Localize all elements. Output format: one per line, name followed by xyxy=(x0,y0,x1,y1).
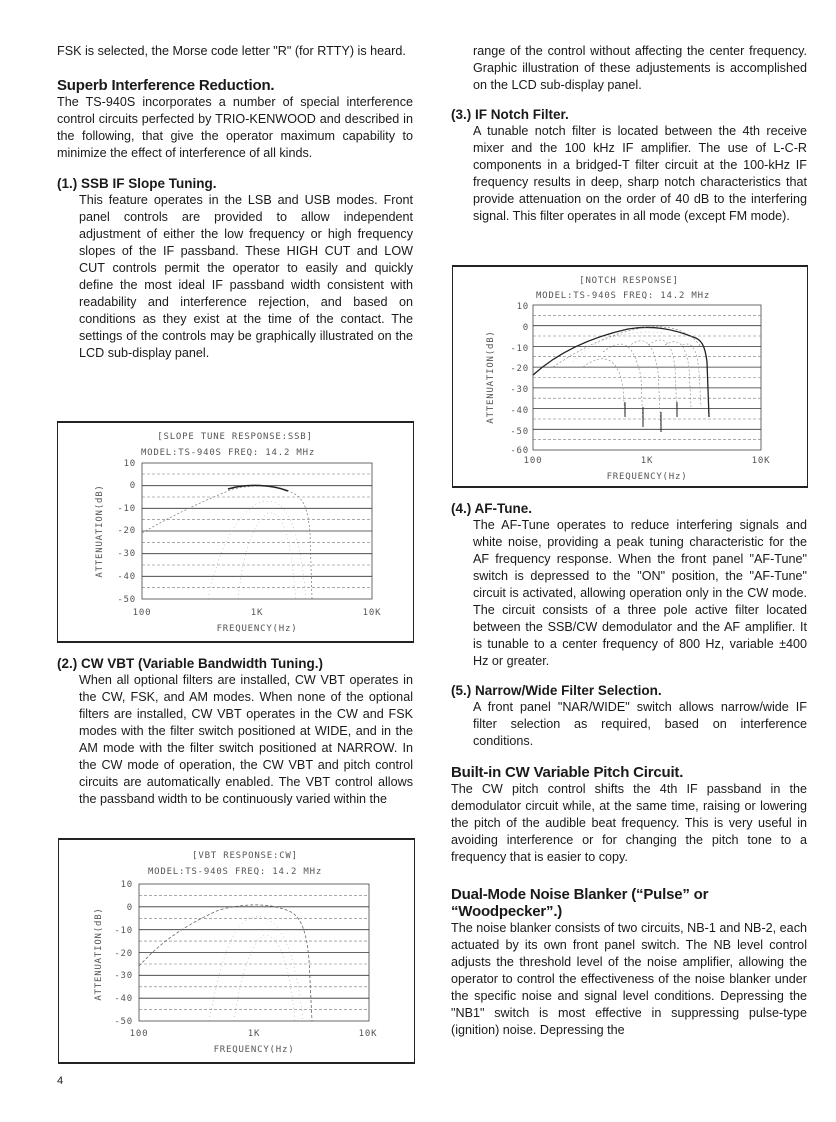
svg-text:10: 10 xyxy=(120,880,133,890)
item3-paragraph: A tunable notch filter is located between the 4th receive mixer and the 100 kHz IF amplifier. The use of L-C-R components in a bridged-T filter circuit at the 100-kHz IF frequency results in deep, sharp notch characteristics that provide attenuation on the order of 40 dB to the interfering signal. This filter operates in all mode (except FM mode). xyxy=(473,124,807,223)
section-heading-interference: Superb Interference Reduction. xyxy=(57,77,275,94)
notch-response-plot xyxy=(453,267,807,486)
svg-text:-30: -30 xyxy=(117,549,136,559)
chart-title: [SLOPE TUNE RESPONSE:SSB] xyxy=(157,432,313,442)
continuation-paragraph: range of the control without affecting the center frequency. Graphic illustration of these adjustements is accomplished on the LCD sub-display panel. xyxy=(473,44,807,92)
section-paragraph-interference: The TS-940S incorporates a number of special interference control circuits perfected by TRIO-KENWOOD and described in the following, that give the operator maximum capability to minimize the effect of interference of all kinds. xyxy=(57,95,413,160)
svg-text:10K: 10K xyxy=(358,1029,378,1039)
svg-text:-50: -50 xyxy=(117,595,136,605)
svg-text:-60: -60 xyxy=(510,446,529,456)
left-column-lower xyxy=(57,655,413,808)
svg-text:-30: -30 xyxy=(114,971,133,981)
svg-text:-40: -40 xyxy=(117,572,136,582)
item3-heading: (3.) IF Notch Filter. xyxy=(451,107,569,122)
item2-paragraph: When all optional filters are installed, CW VBT operates in the CW, FSK, and AM modes. When none of the optional filters are installed, CW VBT operates in the CW and FSK modes with the filter switch positioned at WIDE, and in the AM mode with the filter switch positioned at NARROW. In the CW mode of operation, the CW VBT and pitch control circuits are automatically enabled. The VBT control allows the passband width to be continuously varied within the xyxy=(79,673,413,806)
svg-text:10: 10 xyxy=(123,459,136,469)
notch-response-chart xyxy=(452,265,808,488)
noise-blanker-heading-line2: “Woodpecker”.) xyxy=(451,903,563,920)
chart-subtitle: MODEL:TS-940S FREQ: 14.2 MHz xyxy=(147,867,323,877)
svg-text:-20: -20 xyxy=(117,526,136,536)
noise-blanker-heading-line1: Dual-Mode Noise Blanker (“Pulse” or xyxy=(451,886,709,903)
y-axis-label: ATTENUATION(dB) xyxy=(95,484,105,578)
intro-paragraph: FSK is selected, the Morse code letter "R" (for RTTY) is heard. xyxy=(57,44,406,58)
item1-paragraph: This feature operates in the LSB and USB modes. Front panel controls are provided to allow independent adjustment of either the low frequency or high frequency slopes of the IF passband. These HIGH CUT and LOW CUT controls permit the operator to easily and quickly define the most ideal IF passband width consistent with readability and interference rejection, and based on conditions as they exist at the time of the contact. The settings of the controls may be graphically illustrated on the LCD sub-display panel. xyxy=(79,193,413,360)
item2-heading: (2.) CW VBT (Variable Bandwidth Tuning.) xyxy=(57,656,323,671)
right-column-lower xyxy=(451,500,807,1039)
svg-text:0: 0 xyxy=(129,481,136,491)
svg-text:0: 0 xyxy=(126,903,133,913)
svg-text:10K: 10K xyxy=(751,456,771,466)
item5-paragraph: A front panel "NAR/WIDE" switch allows narrow/wide IF filter selection as required, based on interference conditions. xyxy=(473,700,807,748)
x-tick-labels xyxy=(133,608,382,618)
y-tick-labels xyxy=(114,880,133,1027)
chart-subtitle: MODEL:TS-940S FREQ: 14.2 MHz xyxy=(535,291,711,301)
y-axis-label: ATTENUATION(dB) xyxy=(94,907,104,1001)
item4-heading: (4.) AF-Tune. xyxy=(451,501,532,516)
y-tick-labels xyxy=(117,459,136,605)
svg-text:-50: -50 xyxy=(510,427,529,437)
slope-tune-plot xyxy=(58,423,413,641)
svg-text:-50: -50 xyxy=(114,1017,133,1027)
x-axis-label: FREQUENCY(Hz) xyxy=(213,1045,295,1055)
plot-grid xyxy=(142,463,372,599)
svg-text:0: 0 xyxy=(522,323,529,333)
svg-text:-10: -10 xyxy=(114,926,133,936)
svg-text:-30: -30 xyxy=(510,385,529,395)
svg-text:-40: -40 xyxy=(114,994,133,1004)
page-number: 4 xyxy=(57,1075,64,1087)
cw-pitch-paragraph: The CW pitch control shifts the 4th IF passband in the demodulator circuit while, at the same time, raising or lowering the pitch of the audible beat frequency. This is very useful in avoiding interference or for changing the pitch tone to a frequency that is easier to copy. xyxy=(451,782,807,864)
chart-title: [VBT RESPONSE:CW] xyxy=(192,851,298,861)
plot-grid xyxy=(139,884,369,1021)
vbt-response-plot xyxy=(59,840,414,1062)
right-column xyxy=(451,43,807,225)
item5-heading: (5.) Narrow/Wide Filter Selection. xyxy=(451,683,662,698)
plot-grid xyxy=(533,305,761,450)
y-tick-labels xyxy=(510,302,529,456)
item1-heading: (1.) SSB IF Slope Tuning. xyxy=(57,176,217,191)
item4-paragraph: The AF-Tune operates to reduce interfering signals and white noise, providing a peak tuning characteristic for the AF frequency response. When the front panel "AF-Tune" switch is depressed to the "ON" position, the "AF-Tune" circuit is activated, allowing operation only in the CW mode. The circuit consists of a three pole active filter located between the SSB/CW demodulator and the AF amplifier. It is tunable to a center frequency of 800 Hz, variable ±400 Hz or greater. xyxy=(473,518,807,668)
svg-text:-10: -10 xyxy=(117,504,136,514)
svg-text:100: 100 xyxy=(129,1029,149,1039)
svg-text:10K: 10K xyxy=(362,608,382,618)
svg-text:1K: 1K xyxy=(640,456,654,466)
left-column xyxy=(57,43,413,362)
response-curves xyxy=(533,327,709,432)
x-tick-labels xyxy=(524,456,771,466)
svg-text:1K: 1K xyxy=(250,608,264,618)
svg-text:1K: 1K xyxy=(247,1029,261,1039)
x-axis-label: FREQUENCY(Hz) xyxy=(606,472,688,482)
y-axis-label: ATTENUATION(dB) xyxy=(486,330,496,424)
x-axis-label: FREQUENCY(Hz) xyxy=(216,624,298,634)
noise-blanker-paragraph: The noise blanker consists of two circuits, NB-1 and NB-2, each actuated by its own front panel switch. The NB level control adjusts the threshold level of the noise amplifier, allowing the operator to control the effectiveness of the noise blanker under the specific noise and signal level conditions. Depressing the "NB1" switch is most effective in suppressing pulse-type (ignition) noise. Depressing the xyxy=(451,921,807,1037)
chart-subtitle: MODEL:TS-940S FREQ: 14.2 MHz xyxy=(140,448,316,458)
svg-text:100: 100 xyxy=(523,456,543,466)
x-tick-labels xyxy=(130,1029,378,1039)
vbt-response-chart xyxy=(58,838,415,1064)
svg-text:10: 10 xyxy=(516,302,529,312)
svg-text:-20: -20 xyxy=(510,364,529,374)
slope-tune-chart xyxy=(57,421,414,643)
response-curves xyxy=(139,905,312,1021)
cw-pitch-heading: Built-in CW Variable Pitch Circuit. xyxy=(451,764,684,781)
chart-title: [NOTCH RESPONSE] xyxy=(579,276,679,286)
svg-text:-20: -20 xyxy=(114,949,133,959)
svg-text:-10: -10 xyxy=(510,344,529,354)
svg-text:100: 100 xyxy=(132,608,152,618)
svg-text:-40: -40 xyxy=(510,406,529,416)
